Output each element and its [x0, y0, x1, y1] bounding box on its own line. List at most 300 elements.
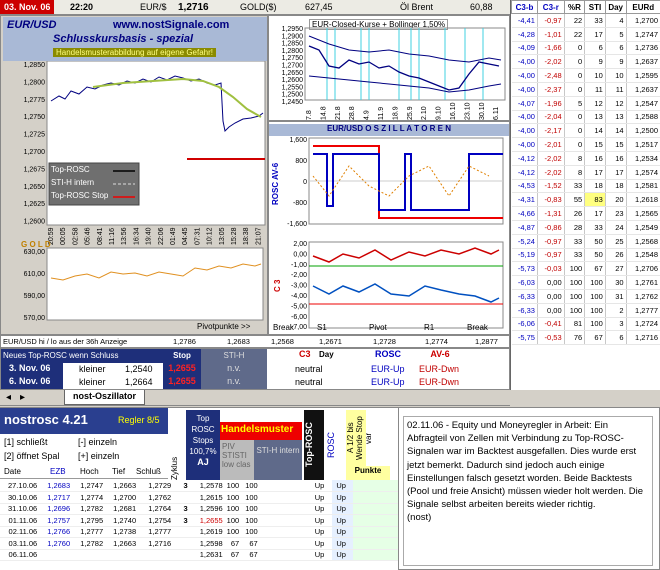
- signals-head: Neues Top-ROSC wenn Schluss: [1, 349, 163, 363]
- main-y-tick: 1,2750: [23, 114, 45, 122]
- opt-close[interactable]: [1] schließt: [4, 437, 48, 447]
- right-table-cell: -1,66: [537, 41, 564, 55]
- table-cell: 100: [241, 503, 260, 515]
- right-table-cell: 14: [605, 124, 626, 138]
- right-table-cell: 1,2716: [626, 331, 660, 345]
- col-schluss: Schluß: [136, 467, 161, 476]
- right-table-cell: -5,75: [512, 331, 538, 345]
- table-cell: 1,2663: [105, 480, 138, 492]
- c3-y-tick: -1,00: [291, 261, 307, 269]
- main-y-tick: 1,2675: [23, 166, 45, 174]
- right-table-cell: 100: [564, 262, 585, 276]
- right-table-cell: 1,2777: [626, 303, 660, 317]
- signal-av6: EUR-Dwn: [419, 377, 460, 387]
- c3-head: C3: [299, 349, 311, 359]
- right-table-cell: -2,01: [537, 138, 564, 152]
- table-cell: Up: [309, 480, 332, 492]
- signal-val: 1,2664: [125, 377, 153, 387]
- right-table-cell: -0,03: [537, 262, 564, 276]
- table-cell: [353, 526, 399, 538]
- pivot-label-r1: R1: [424, 323, 435, 332]
- right-table-cell: -4,12: [512, 165, 538, 179]
- right-table-cell: -0,41: [537, 317, 564, 331]
- table-cell: 1,2615: [190, 492, 225, 504]
- gold-y-tick: 630,00: [23, 249, 45, 256]
- right-table-cell: 1,2595: [626, 69, 660, 83]
- table-cell: 3: [173, 515, 189, 527]
- table-cell: [353, 503, 399, 515]
- main-chart: [3, 61, 267, 247]
- table-cell: [260, 549, 309, 561]
- right-table-row: [512, 69, 660, 83]
- tab-nav-next-icon[interactable]: ▸: [20, 392, 26, 403]
- right-table-cell: 0,00: [537, 289, 564, 303]
- main-x-tick: 18:38: [243, 227, 251, 245]
- table-row: [0, 503, 398, 515]
- right-table-cell: -0,86: [537, 220, 564, 234]
- table-row: [0, 549, 398, 561]
- right-table-cell: 83: [585, 193, 606, 207]
- table-cell: 100: [241, 480, 260, 492]
- table-cell: Up: [332, 492, 353, 504]
- ticker-eur-value: 1,2716: [178, 2, 209, 13]
- c3-y-tick: -5,00: [291, 303, 307, 311]
- right-table-cell: -4,00: [512, 82, 538, 96]
- right-table-cell: 1,2500: [626, 124, 660, 138]
- rosc-step-red: [313, 146, 503, 218]
- right-table-cell: -1,01: [537, 27, 564, 41]
- right-col-header: %R: [564, 1, 585, 14]
- right-table-cell: -1,96: [537, 96, 564, 110]
- table-cell: 100: [241, 526, 260, 538]
- pivot-link[interactable]: Pivotpunkte >>: [197, 322, 251, 331]
- main-y-tick: 1,2625: [23, 201, 45, 209]
- tab-nav-prev-icon[interactable]: ◂: [6, 392, 12, 403]
- bb-y-tick: 1,2900: [281, 33, 303, 41]
- table-cell: 1,2747: [72, 480, 105, 492]
- right-table-cell: -0,53: [537, 331, 564, 345]
- main-x-tick: 13:56: [121, 227, 129, 245]
- right-table-row: [512, 124, 660, 138]
- right-table-cell: -4,66: [512, 207, 538, 221]
- right-table-cell: 1,2761: [626, 276, 660, 290]
- right-table-cell: 0,00: [537, 303, 564, 317]
- right-table-cell: 33: [564, 248, 585, 262]
- right-table-cell: -4,87: [512, 220, 538, 234]
- right-table-row: [512, 14, 660, 28]
- right-table-cell: 1,2548: [626, 248, 660, 262]
- table-cell: [260, 492, 309, 504]
- right-table-cell: 12: [585, 96, 606, 110]
- low-clas-label: low clas: [222, 460, 251, 469]
- main-x-tick: 10:12: [206, 227, 214, 245]
- rosc-y-tick: 800: [295, 158, 307, 165]
- right-table-cell: 6: [605, 41, 626, 55]
- table-cell: 100: [226, 515, 240, 525]
- opt-open[interactable]: [2] öffnet Spal: [4, 451, 60, 461]
- right-table-cell: -5,19: [512, 248, 538, 262]
- right-table-row: [512, 331, 660, 345]
- bb-y-tick: 1,2950: [281, 26, 303, 33]
- right-table-cell: -4,28: [512, 27, 538, 41]
- table-cell: [353, 480, 399, 492]
- right-col-header: C3-b: [512, 1, 538, 14]
- right-table-cell: 1,2547: [626, 96, 660, 110]
- table-cell: 1,2716: [138, 538, 173, 550]
- bb-x-tick: 6.11: [493, 106, 501, 120]
- bottom-sheet: [0, 407, 398, 570]
- table-cell: 1,2777: [138, 526, 173, 538]
- table-cell: 67: [225, 549, 241, 561]
- right-table-cell: 33: [585, 14, 606, 28]
- legend-top-rosc: Top-ROSC: [51, 165, 90, 174]
- table-cell: [260, 503, 309, 515]
- bollinger-panel: [268, 15, 510, 121]
- main-x-tick: 04:45: [182, 227, 190, 245]
- right-table-cell: 10: [585, 69, 606, 83]
- table-cell: 1,2631: [190, 549, 225, 561]
- table-cell: [173, 538, 189, 550]
- table-cell: Up: [332, 526, 353, 538]
- table-cell: 1,2764: [138, 503, 173, 515]
- right-table-cell: -4,00: [512, 110, 538, 124]
- ticker-oil-value: 60,88: [470, 2, 493, 12]
- right-table-cell: 100: [585, 289, 606, 303]
- handelsmuster-head: Handelsmuster: [220, 422, 302, 440]
- main-chart-panel: [0, 15, 268, 335]
- bb-y-tick: 1,2800: [281, 47, 303, 55]
- table-cell: 1,2596: [190, 503, 225, 515]
- pivot-break-low: 1,2568: [271, 337, 294, 346]
- table-cell: 1,2795: [72, 515, 105, 527]
- signals-sti-head: STI-H: [201, 349, 267, 363]
- table-cell: Up: [332, 503, 353, 515]
- right-table-cell: 100: [564, 289, 585, 303]
- bb-y-tick: 1,2700: [281, 62, 303, 70]
- table-cell: 3: [173, 503, 189, 515]
- right-table-cell: 1,2588: [626, 110, 660, 124]
- table-cell: [138, 549, 173, 561]
- right-table-cell: 23: [605, 207, 626, 221]
- signal-dir: kleiner: [79, 377, 106, 387]
- table-cell: [173, 526, 189, 538]
- right-table-cell: 1,2700: [626, 14, 660, 28]
- main-x-tick: 11:16: [109, 228, 116, 245]
- table-cell: 100: [226, 492, 240, 502]
- right-table-cell: 6: [605, 331, 626, 345]
- right-table-cell: 100: [585, 317, 606, 331]
- legend-stop: Top-ROSC Stop: [51, 191, 109, 200]
- right-table-cell: 17: [605, 165, 626, 179]
- right-table-cell: 9: [585, 55, 606, 69]
- note-box: [403, 416, 653, 566]
- main-subtitle: Schlusskursbasis - spezial: [53, 33, 194, 45]
- right-col-header: Day: [605, 1, 626, 14]
- right-table-cell: 1,2747: [626, 27, 660, 41]
- table-cell: 1,2762: [138, 492, 173, 504]
- signal-c3: neutral: [295, 364, 323, 374]
- right-table-cell: 1,2762: [626, 289, 660, 303]
- table-cell: 1,2782: [72, 538, 105, 550]
- stops-head-pct: 100,7%: [189, 447, 217, 456]
- right-table-cell: 1,2517: [626, 138, 660, 152]
- right-table-cell: -4,00: [512, 55, 538, 69]
- right-table-cell: 1,2581: [626, 179, 660, 193]
- right-table-cell: 3: [605, 317, 626, 331]
- risk-banner: Handelsmusterabbildung auf eigene Gefahr!: [53, 48, 216, 57]
- right-table-cell: 0: [564, 69, 585, 83]
- table-cell: 67: [241, 538, 260, 550]
- right-table-cell: -4,31: [512, 193, 538, 207]
- right-table-cell: 55: [564, 193, 585, 207]
- table-cell: 1,2766: [39, 526, 72, 538]
- wende-head: A 1/2 bis Wende Stop var: [346, 410, 366, 466]
- right-table-cell: 50: [585, 234, 606, 248]
- table-cell: 02.11.06: [0, 526, 39, 538]
- rosc-step-blue: [313, 154, 503, 210]
- right-table-cell: 0: [564, 124, 585, 138]
- table-cell: 30.10.06: [0, 492, 39, 504]
- right-table-cell: 15: [605, 138, 626, 152]
- right-table-cell: 1,2637: [626, 82, 660, 96]
- table-cell: 31.10.06: [0, 503, 39, 515]
- right-table-cell: 26: [564, 207, 585, 221]
- main-x-tick: 21:07: [255, 227, 263, 245]
- right-table-cell: -0,97: [537, 234, 564, 248]
- table-cell: Up: [332, 538, 353, 550]
- right-table-row: [512, 317, 660, 331]
- table-cell: [353, 549, 399, 561]
- right-table-cell: -4,00: [512, 138, 538, 152]
- right-table-cell: 24: [605, 220, 626, 234]
- pivot-label-s1: S1: [317, 323, 327, 332]
- right-table-cell: 30: [605, 276, 626, 290]
- signal-dir: kleiner: [79, 364, 106, 374]
- right-table-cell: 13: [605, 110, 626, 124]
- table-cell: 1,2598: [190, 538, 225, 550]
- main-y-tick: 1,2650: [23, 183, 45, 191]
- right-table: [510, 0, 660, 390]
- right-table-row: [512, 96, 660, 110]
- right-table-cell: -6,06: [512, 317, 538, 331]
- signals-stop-head: Stop: [163, 349, 201, 363]
- pivot-label-break1: Break: [273, 323, 294, 332]
- right-table-cell: 33: [564, 179, 585, 193]
- rosc-y-tick: 0: [303, 179, 307, 186]
- c3-blue: [313, 284, 499, 302]
- opt-minus[interactable]: [-] einzeln: [78, 437, 118, 447]
- table-row: [0, 538, 398, 550]
- table-cell: 100: [226, 527, 240, 537]
- bb-y-tick: 1,2450: [281, 99, 303, 106]
- table-cell: 1,2740: [105, 515, 138, 527]
- right-table-cell: -4,07: [512, 96, 538, 110]
- table-cell: [173, 549, 189, 561]
- sheet-tab-bar: [0, 390, 510, 406]
- right-table-cell: -0,97: [537, 14, 564, 28]
- main-y-tick: 1,2775: [23, 96, 45, 104]
- pivot-row-label: EUR/USD hi / lo aus der 36h Anzeige: [3, 337, 128, 346]
- table-cell: [353, 492, 399, 504]
- table-cell: 1,2683: [39, 480, 72, 492]
- bb-x-tick: 23.10: [464, 102, 472, 120]
- right-table-row: [512, 151, 660, 165]
- pivot-labels: [269, 323, 509, 335]
- piv-label: PIV: [222, 442, 235, 451]
- right-table-cell: 1,2549: [626, 220, 660, 234]
- bb-x-tick: 7.8: [306, 110, 313, 120]
- table-cell: 1,2619: [190, 526, 225, 538]
- right-table-cell: 11: [585, 82, 606, 96]
- table-cell: [353, 538, 399, 550]
- right-table-cell: 22: [564, 27, 585, 41]
- right-table-cell: 4: [605, 14, 626, 28]
- right-table-cell: 81: [564, 317, 585, 331]
- pivot-s1: 1,2671: [319, 337, 342, 346]
- right-data-table: [511, 0, 660, 345]
- rosc-col-head: ROSC: [326, 432, 336, 459]
- right-table-cell: -6,33: [512, 289, 538, 303]
- main-x-tick: 20:59: [48, 227, 55, 245]
- table-cell: [353, 515, 399, 527]
- right-table-cell: -4,12: [512, 151, 538, 165]
- c3-y-tick: -4,00: [291, 293, 307, 300]
- right-table-cell: 1,2618: [626, 193, 660, 207]
- right-table-cell: -6,03: [512, 276, 538, 290]
- table-row: [0, 492, 398, 504]
- opt-plus[interactable]: [+] einzeln: [78, 451, 120, 461]
- right-table-cell: 9: [605, 55, 626, 69]
- table-cell: [260, 538, 309, 550]
- table-cell: Up: [332, 549, 353, 561]
- table-cell: 100: [241, 492, 260, 504]
- right-table-cell: -6,33: [512, 303, 538, 317]
- right-col-header: STI: [585, 1, 606, 14]
- right-table-cell: 1,2534: [626, 151, 660, 165]
- bollinger-title: EUR-Closed-Kurse + Bollinger 1,50%: [309, 19, 448, 30]
- ticker-oil-label: Öl Brent: [400, 2, 434, 12]
- right-table-cell: 33: [564, 234, 585, 248]
- table-cell: Up: [309, 503, 332, 515]
- right-table-row: [512, 262, 660, 276]
- right-table-row: [512, 248, 660, 262]
- right-table-cell: 17: [585, 27, 606, 41]
- osc-title: EUR/USD O S Z I L L A T O R E N: [269, 124, 509, 136]
- right-table-cell: 50: [585, 248, 606, 262]
- signal-rosc: EUR-Up: [371, 377, 405, 387]
- table-cell: [260, 515, 309, 527]
- right-table-cell: -2,37: [537, 82, 564, 96]
- right-table-cell: 26: [605, 248, 626, 262]
- right-table-cell: 10: [605, 69, 626, 83]
- right-table-cell: 0: [564, 41, 585, 55]
- bb-x-tick: 9.10: [435, 106, 443, 120]
- table-cell: Up: [309, 492, 332, 504]
- table-cell: 1,2681: [105, 503, 138, 515]
- table-cell: 100: [241, 515, 260, 527]
- right-table-cell: 33: [585, 220, 606, 234]
- table-cell: 1,2760: [39, 538, 72, 550]
- pivot-break-high: 1,2877: [475, 337, 498, 346]
- table-cell: 1,2777: [72, 526, 105, 538]
- c3-y-tick: -6,00: [291, 313, 307, 321]
- table-cell: 100: [226, 504, 240, 514]
- regler: Regler 8/5: [118, 415, 160, 425]
- right-table-cell: -4,09: [512, 41, 538, 55]
- ticker-date: 03. Nov. 06: [0, 0, 54, 14]
- right-table-row: [512, 138, 660, 152]
- tab-nost-oszillator[interactable]: nost-Oszillator: [64, 390, 145, 405]
- note-sign: (nost): [407, 512, 432, 524]
- right-table-row: [512, 55, 660, 69]
- right-table-cell: 1,2736: [626, 41, 660, 55]
- gold-label: G O L D: [21, 240, 51, 249]
- col-hoch: Hoch: [80, 467, 99, 476]
- right-table-cell: -2,02: [537, 165, 564, 179]
- right-table-cell: 31: [605, 289, 626, 303]
- right-table-cell: 1,2637: [626, 55, 660, 69]
- site-link[interactable]: www.nostSignale.com: [113, 19, 230, 31]
- right-table-cell: 0: [564, 55, 585, 69]
- right-table-cell: -4,00: [512, 69, 538, 83]
- right-table-cell: -1,52: [537, 179, 564, 193]
- main-y-tick: 1,2600: [23, 218, 45, 226]
- c3-y-tick: -3,00: [291, 282, 307, 290]
- bottom-data-table: [0, 480, 398, 561]
- signal-row: [1, 363, 511, 376]
- ticker-bar: [0, 0, 510, 15]
- right-table-cell: 27: [605, 262, 626, 276]
- table-cell: 1,2757: [39, 515, 72, 527]
- right-table-cell: 1,2565: [626, 207, 660, 221]
- table-cell: 1,2782: [72, 503, 105, 515]
- bb-lower: [309, 76, 501, 92]
- table-cell: 03.11.06: [0, 538, 39, 550]
- main-x-tick: 01:49: [170, 227, 177, 245]
- c3-day-head: Day: [319, 350, 334, 359]
- right-table-cell: 11: [605, 82, 626, 96]
- c3-y-tick: 2,00: [293, 241, 307, 248]
- main-x-tick: 22:06: [157, 227, 165, 245]
- pivot-pivot: 1,2728: [373, 337, 396, 346]
- ticker-eur-label: EUR/$: [140, 2, 167, 12]
- c3-red: [313, 248, 499, 262]
- main-chart-header: [3, 17, 267, 61]
- right-table-cell: 1,2568: [626, 234, 660, 248]
- table-cell: 1,2696: [39, 503, 72, 515]
- main-x-tick: 13:05: [218, 227, 226, 245]
- right-table-cell: 2: [605, 303, 626, 317]
- right-table-row: [512, 207, 660, 221]
- main-x-tick: 05:46: [84, 227, 92, 245]
- table-cell: Up: [309, 515, 332, 527]
- column-headers: [0, 465, 168, 479]
- signal-av6: EUR-Dwn: [419, 364, 460, 374]
- right-table-row: [512, 27, 660, 41]
- bottom-title: nostrosc 4.21: [4, 412, 88, 427]
- signal-stop: 1,2655: [163, 376, 201, 389]
- right-table-row: [512, 234, 660, 248]
- bb-y-tick: 1,2500: [281, 91, 303, 99]
- pivot-hi: 1,2786: [173, 337, 196, 346]
- right-table-cell: -4,41: [512, 14, 538, 28]
- sti-h-head: STI-H intern: [254, 440, 302, 480]
- bb-x-tick: 28.8: [349, 106, 357, 120]
- c3-y-tick: -7,00: [291, 324, 307, 332]
- rosc-y-tick: -1,600: [287, 221, 307, 228]
- table-cell: 1,2717: [39, 492, 72, 504]
- right-table-cell: 15: [585, 138, 606, 152]
